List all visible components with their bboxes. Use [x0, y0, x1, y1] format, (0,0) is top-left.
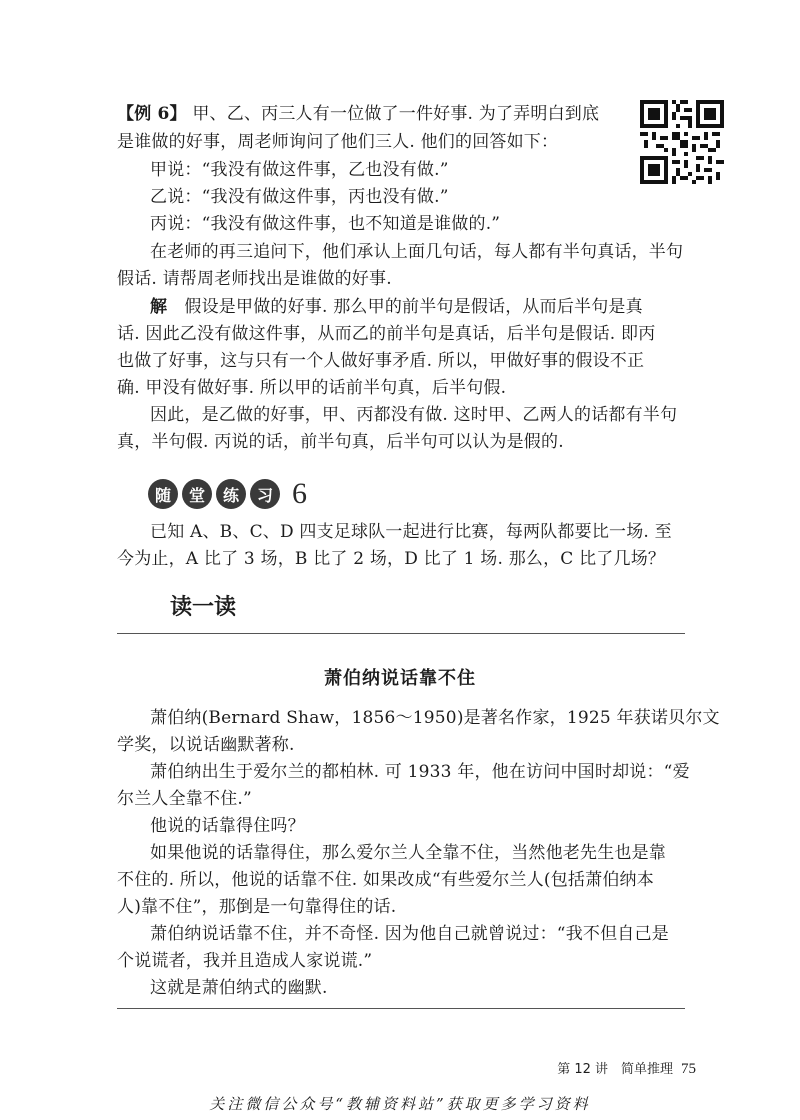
- bing-statement: 丙说：“我没有做这件事，也不知道是谁做的.”: [150, 214, 501, 234]
- reading-p1-line-2: 学奖，以说话幽默著称.: [117, 735, 295, 755]
- solution-label: 解: [150, 297, 168, 317]
- reading-p5-line-1: 萧伯纳说话靠不住，并不奇怪. 因为他自己就曾说过：“我不但自己是: [150, 924, 669, 944]
- solution-line-2: 话. 因此乙没有做这件事，从而乙的前半句是真话，后半句是假话. 即丙: [117, 324, 656, 344]
- solution-line-4: 确. 甲没有做好事. 所以甲的话前半句真，后半句假.: [117, 378, 507, 398]
- reading-p3: 他说的话靠得住吗？: [150, 816, 305, 836]
- example-text-1: 甲、乙、丙三人有一位做了一件好事. 为了弄明白到底: [192, 104, 600, 124]
- question-line-1: 在老师的再三追问下，他们承认上面几句话，每人都有半句真话，半句: [150, 242, 684, 262]
- qr-code-icon[interactable]: [640, 100, 724, 184]
- page-number: 75: [681, 1061, 696, 1077]
- solution-text-1: 假设是甲做的好事. 那么甲的前半句是假话，从而后半句是真: [184, 297, 643, 317]
- bottom-divider: [117, 1008, 685, 1009]
- example-label: 【例 6】: [117, 104, 187, 124]
- reading-p2-line-1: 萧伯纳出生于爱尔兰的都柏林. 可 1933 年，他在访问中国时却说：“爱: [150, 762, 690, 782]
- practice-char-4: 习: [250, 479, 280, 509]
- practice-header: [148, 474, 307, 514]
- solution-line-5: 因此，是乙做的好事，甲、丙都没有做. 这时甲、乙两人的话都有半句: [150, 405, 678, 425]
- reading-p1-line-1: 萧伯纳(Bernard Shaw，1856～1950)是著名作家，1925 年获诺贝尔文: [150, 708, 720, 728]
- page-footer: [557, 1058, 696, 1078]
- practice-char-2: 堂: [182, 479, 212, 509]
- article-title: 萧伯纳说话靠不住: [324, 668, 476, 689]
- chapter-label: 第 12 讲 简单推理: [557, 1062, 673, 1077]
- watermark-text: 关注微信公众号“教辅资料站”获取更多学习资料: [209, 1095, 591, 1113]
- jia-statement: 甲说：“我没有做这件事，乙也没有做.”: [150, 160, 449, 180]
- solution-line-1: [150, 297, 643, 317]
- practice-line-2: 今为止，A 比了 3 场，B 比了 2 场，D 比了 1 场. 那么，C 比了几场？: [117, 549, 666, 569]
- reading-p5-line-2: 个说谎者，我并且造成人家说谎.”: [117, 951, 373, 971]
- example-line-1: [117, 104, 599, 124]
- reading-p4-line-1: 如果他说的话靠得住，那么爱尔兰人全靠不住，当然他老先生也是靠: [150, 843, 666, 863]
- practice-line-1: 已知 A、B、C、D 四支足球队一起进行比赛，每两队都要比一场. 至: [150, 522, 672, 542]
- practice-char-3: 练: [216, 479, 246, 509]
- example-line-2: 是谁做的好事，周老师询问了他们三人. 他们的回答如下：: [117, 132, 559, 152]
- practice-char-1: 随: [148, 479, 178, 509]
- yi-statement: 乙说：“我没有做这件事，丙也没有做.”: [150, 187, 449, 207]
- solution-line-3: 也做了好事，这与只有一个人做好事矛盾. 所以，甲做好事的假设不正: [117, 351, 645, 371]
- solution-line-6: 真，半句假. 丙说的话，前半句真，后半句可以认为是假的.: [117, 432, 564, 452]
- top-divider: [117, 633, 685, 634]
- practice-number: 6: [292, 477, 307, 510]
- reading-p6: 这就是萧伯纳式的幽默.: [150, 978, 328, 998]
- section-title: 读一读: [170, 595, 237, 620]
- reading-p4-line-3: 人)靠不住”，那倒是一句靠得住的话.: [117, 897, 397, 917]
- reading-p2-line-2: 尔兰人全靠不住.”: [117, 789, 252, 809]
- question-line-2: 假话. 请帮周老师找出是谁做的好事.: [117, 269, 392, 289]
- reading-p4-line-2: 不住的. 所以，他说的话靠不住. 如果改成“有些爱尔兰人(包括萧伯纳本: [117, 870, 654, 890]
